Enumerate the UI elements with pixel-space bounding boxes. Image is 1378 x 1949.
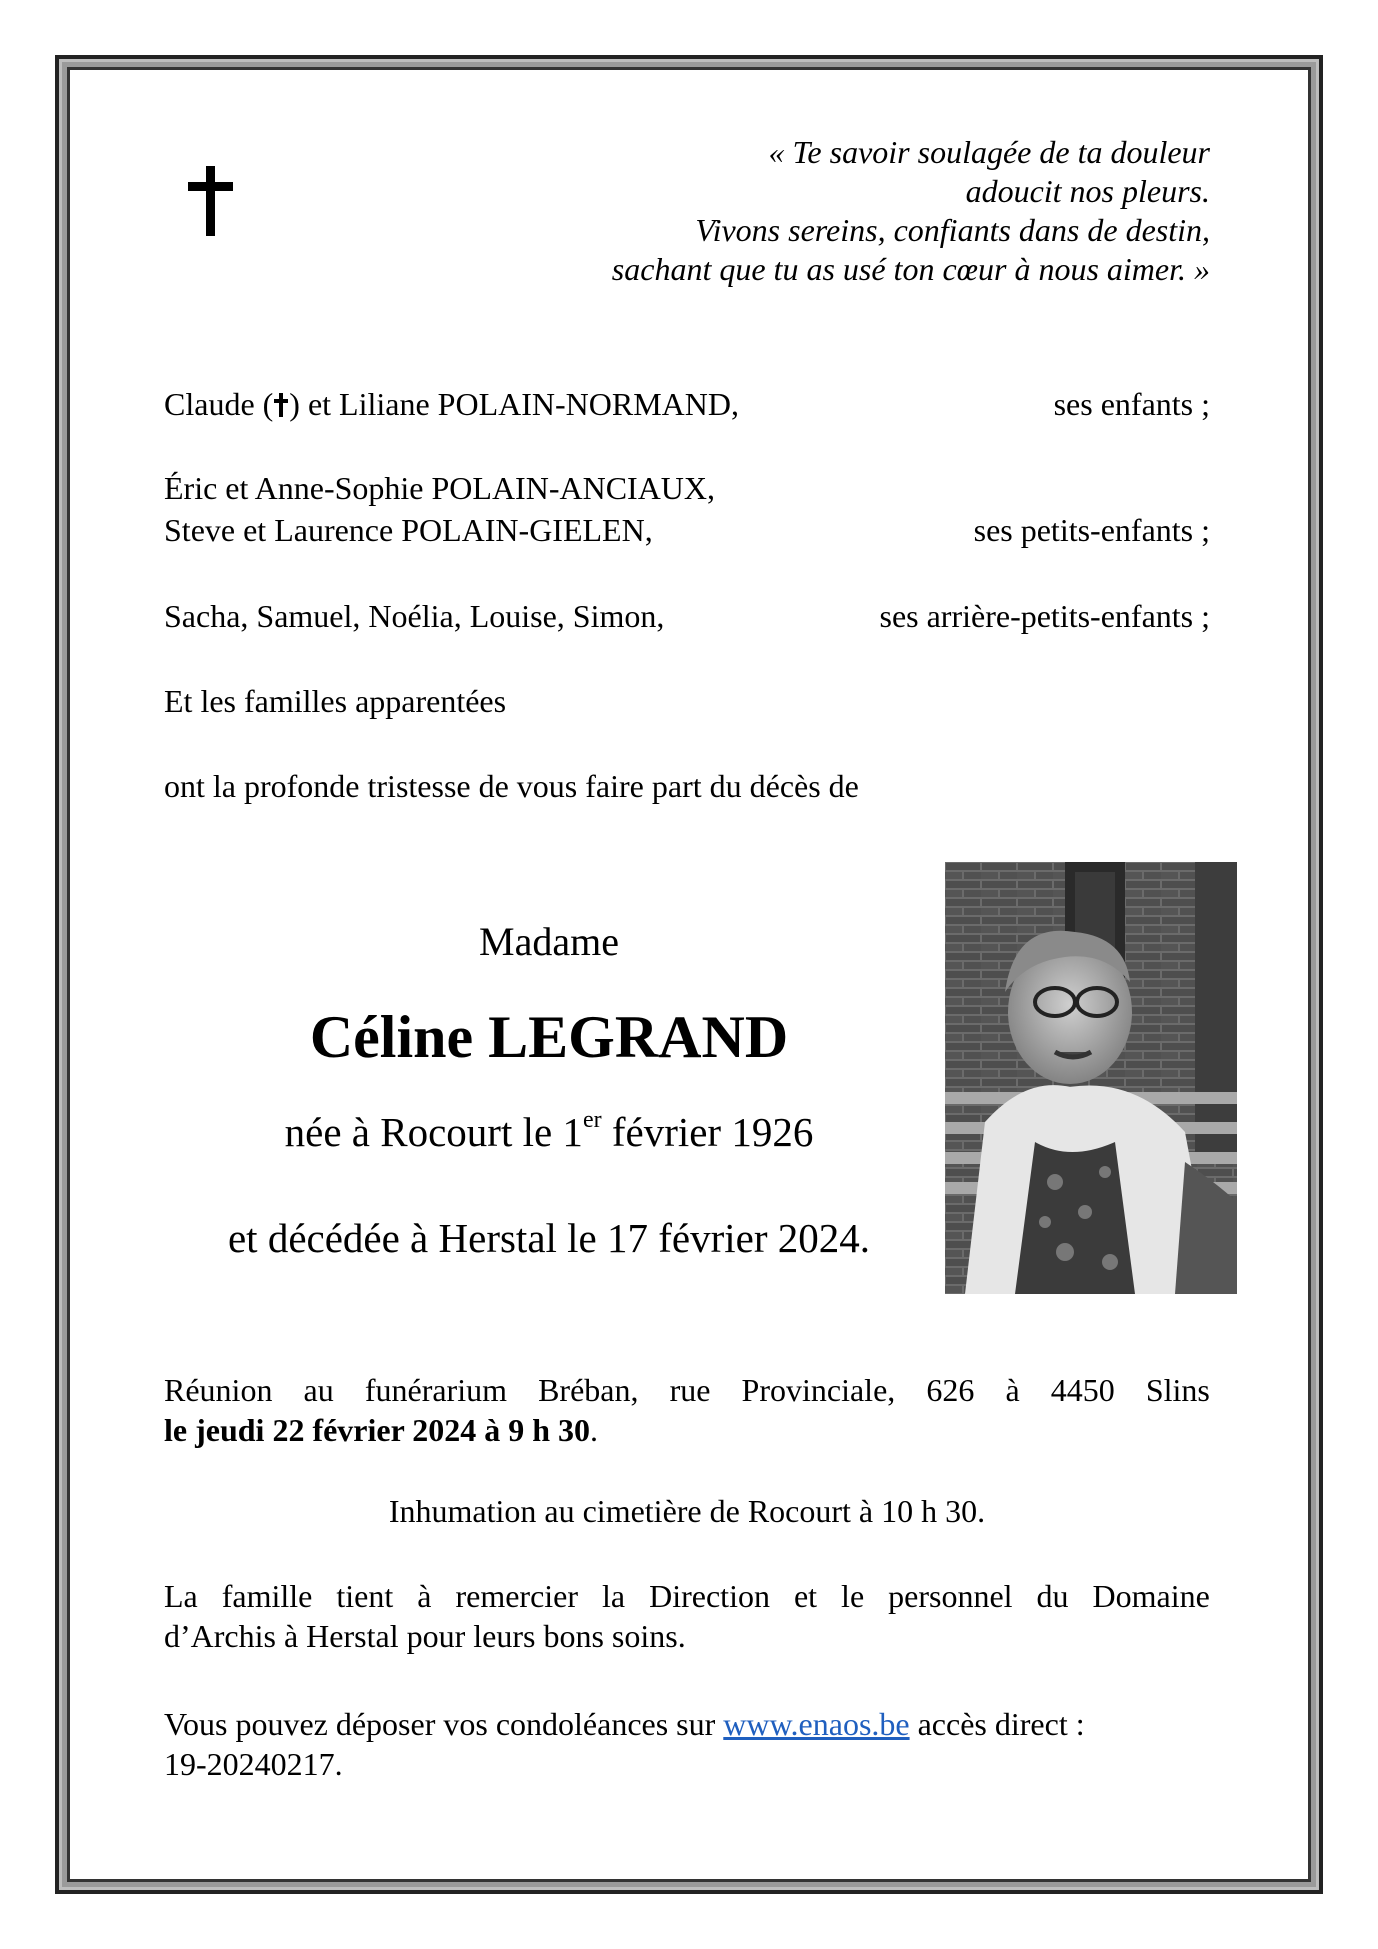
thanks-word: La <box>164 1578 198 1614</box>
birth-superscript: er <box>582 1107 602 1134</box>
birth-line <box>164 1108 934 1156</box>
meeting-date: le jeudi 22 février 2024 à 9 h 30 <box>164 1412 591 1448</box>
meeting-word: rue <box>669 1372 711 1408</box>
grandchildren-relation: ses petits-enfants ; <box>973 512 1210 548</box>
condolences-text: Vous pouvez déposer vos condoléances sur <box>164 1706 724 1742</box>
condolences-line-1 <box>164 1704 1210 1744</box>
thanks-word: le <box>841 1578 865 1614</box>
deceased-photo <box>945 862 1237 1294</box>
quote-line: Vivons sereins, confiants dans de destin, <box>695 212 1210 248</box>
meeting-line <box>164 1370 1210 1410</box>
great-grandchildren-relation: ses arrière-petits-enfants ; <box>879 598 1210 634</box>
thanks-word: Direction <box>649 1578 770 1614</box>
meeting-word: Provinciale, <box>741 1372 896 1408</box>
condolences-access-label: accès direct : <box>909 1706 1085 1742</box>
meeting-word: au <box>303 1372 334 1408</box>
thanks-word: remercier <box>455 1578 579 1614</box>
grandchildren-row <box>164 510 1210 550</box>
thanks-word: Domaine <box>1092 1578 1210 1614</box>
meeting-word: funérarium <box>364 1372 507 1408</box>
meeting-date-period: . <box>590 1412 599 1448</box>
birth-date-text: février 1926 <box>601 1109 814 1155</box>
announcement-line: ont la profonde tristesse de vous faire part du décès de <box>164 768 859 804</box>
children-relation: ses enfants ; <box>1053 386 1210 422</box>
thanks-word: du <box>1036 1578 1069 1614</box>
access-code: 19-20240217. <box>164 1746 343 1782</box>
cross-icon <box>274 386 288 410</box>
thanks-word: et <box>793 1578 818 1614</box>
deceased-title: Madame <box>479 919 619 964</box>
deceased-name: Céline LEGRAND <box>309 1004 789 1070</box>
condolences-paragraph <box>164 1704 1210 1784</box>
meeting-word: à <box>1005 1372 1020 1408</box>
death-line: et décédée à Herstal le 17 février 2024. <box>227 1215 870 1261</box>
thanks-paragraph <box>164 1576 1210 1656</box>
thanks-word: tient <box>336 1578 394 1614</box>
quote-line: sachant que tu as usé ton cœur à nous aimer. » <box>611 251 1210 287</box>
thanks-word: à <box>417 1578 432 1614</box>
children-names <box>164 384 739 424</box>
birth-text: née à Rocourt le 1 <box>284 1109 583 1155</box>
great-grandchildren-names: Sacha, Samuel, Noélia, Louise, Simon, <box>164 598 665 634</box>
meeting-word: 4450 <box>1050 1372 1115 1408</box>
great-grandchildren-row <box>164 596 1210 636</box>
cross-icon <box>186 166 236 236</box>
meeting-date-line <box>164 1410 1210 1450</box>
quote-line: « Te savoir soulagée de ta douleur <box>768 134 1210 170</box>
thanks-word: famille <box>221 1578 313 1614</box>
epitaph-quote <box>410 133 1210 289</box>
grandchildren-line-1: Éric et Anne-Sophie POLAIN-ANCIAUX, <box>164 470 716 506</box>
condolences-link[interactable]: www.enaos.be <box>723 1706 910 1742</box>
thanks-word: la <box>602 1578 626 1614</box>
meeting-word: 626 <box>926 1372 975 1408</box>
children-names-end: ) et Liliane POLAIN-NORMAND, <box>289 386 739 422</box>
burial-line: Inhumation au cimetière de Rocourt à 10 h 30. <box>388 1493 986 1529</box>
meeting-word: Bréban, <box>538 1372 639 1408</box>
children-row <box>164 384 1210 424</box>
meeting-word: Slins <box>1145 1372 1210 1408</box>
meeting-paragraph <box>164 1370 1210 1450</box>
thanks-word: personnel <box>888 1578 1013 1614</box>
grandchildren-line-2: Steve et Laurence POLAIN-GIELEN, <box>164 512 653 548</box>
thanks-line-1 <box>164 1576 1210 1616</box>
children-names-start: Claude ( <box>164 386 274 422</box>
quote-line: adoucit nos pleurs. <box>965 173 1210 209</box>
thanks-line-2: d’Archis à Herstal pour leurs bons soins. <box>164 1618 686 1654</box>
relatives-line: Et les familles apparentées <box>164 683 507 719</box>
meeting-word: Réunion <box>164 1372 273 1408</box>
